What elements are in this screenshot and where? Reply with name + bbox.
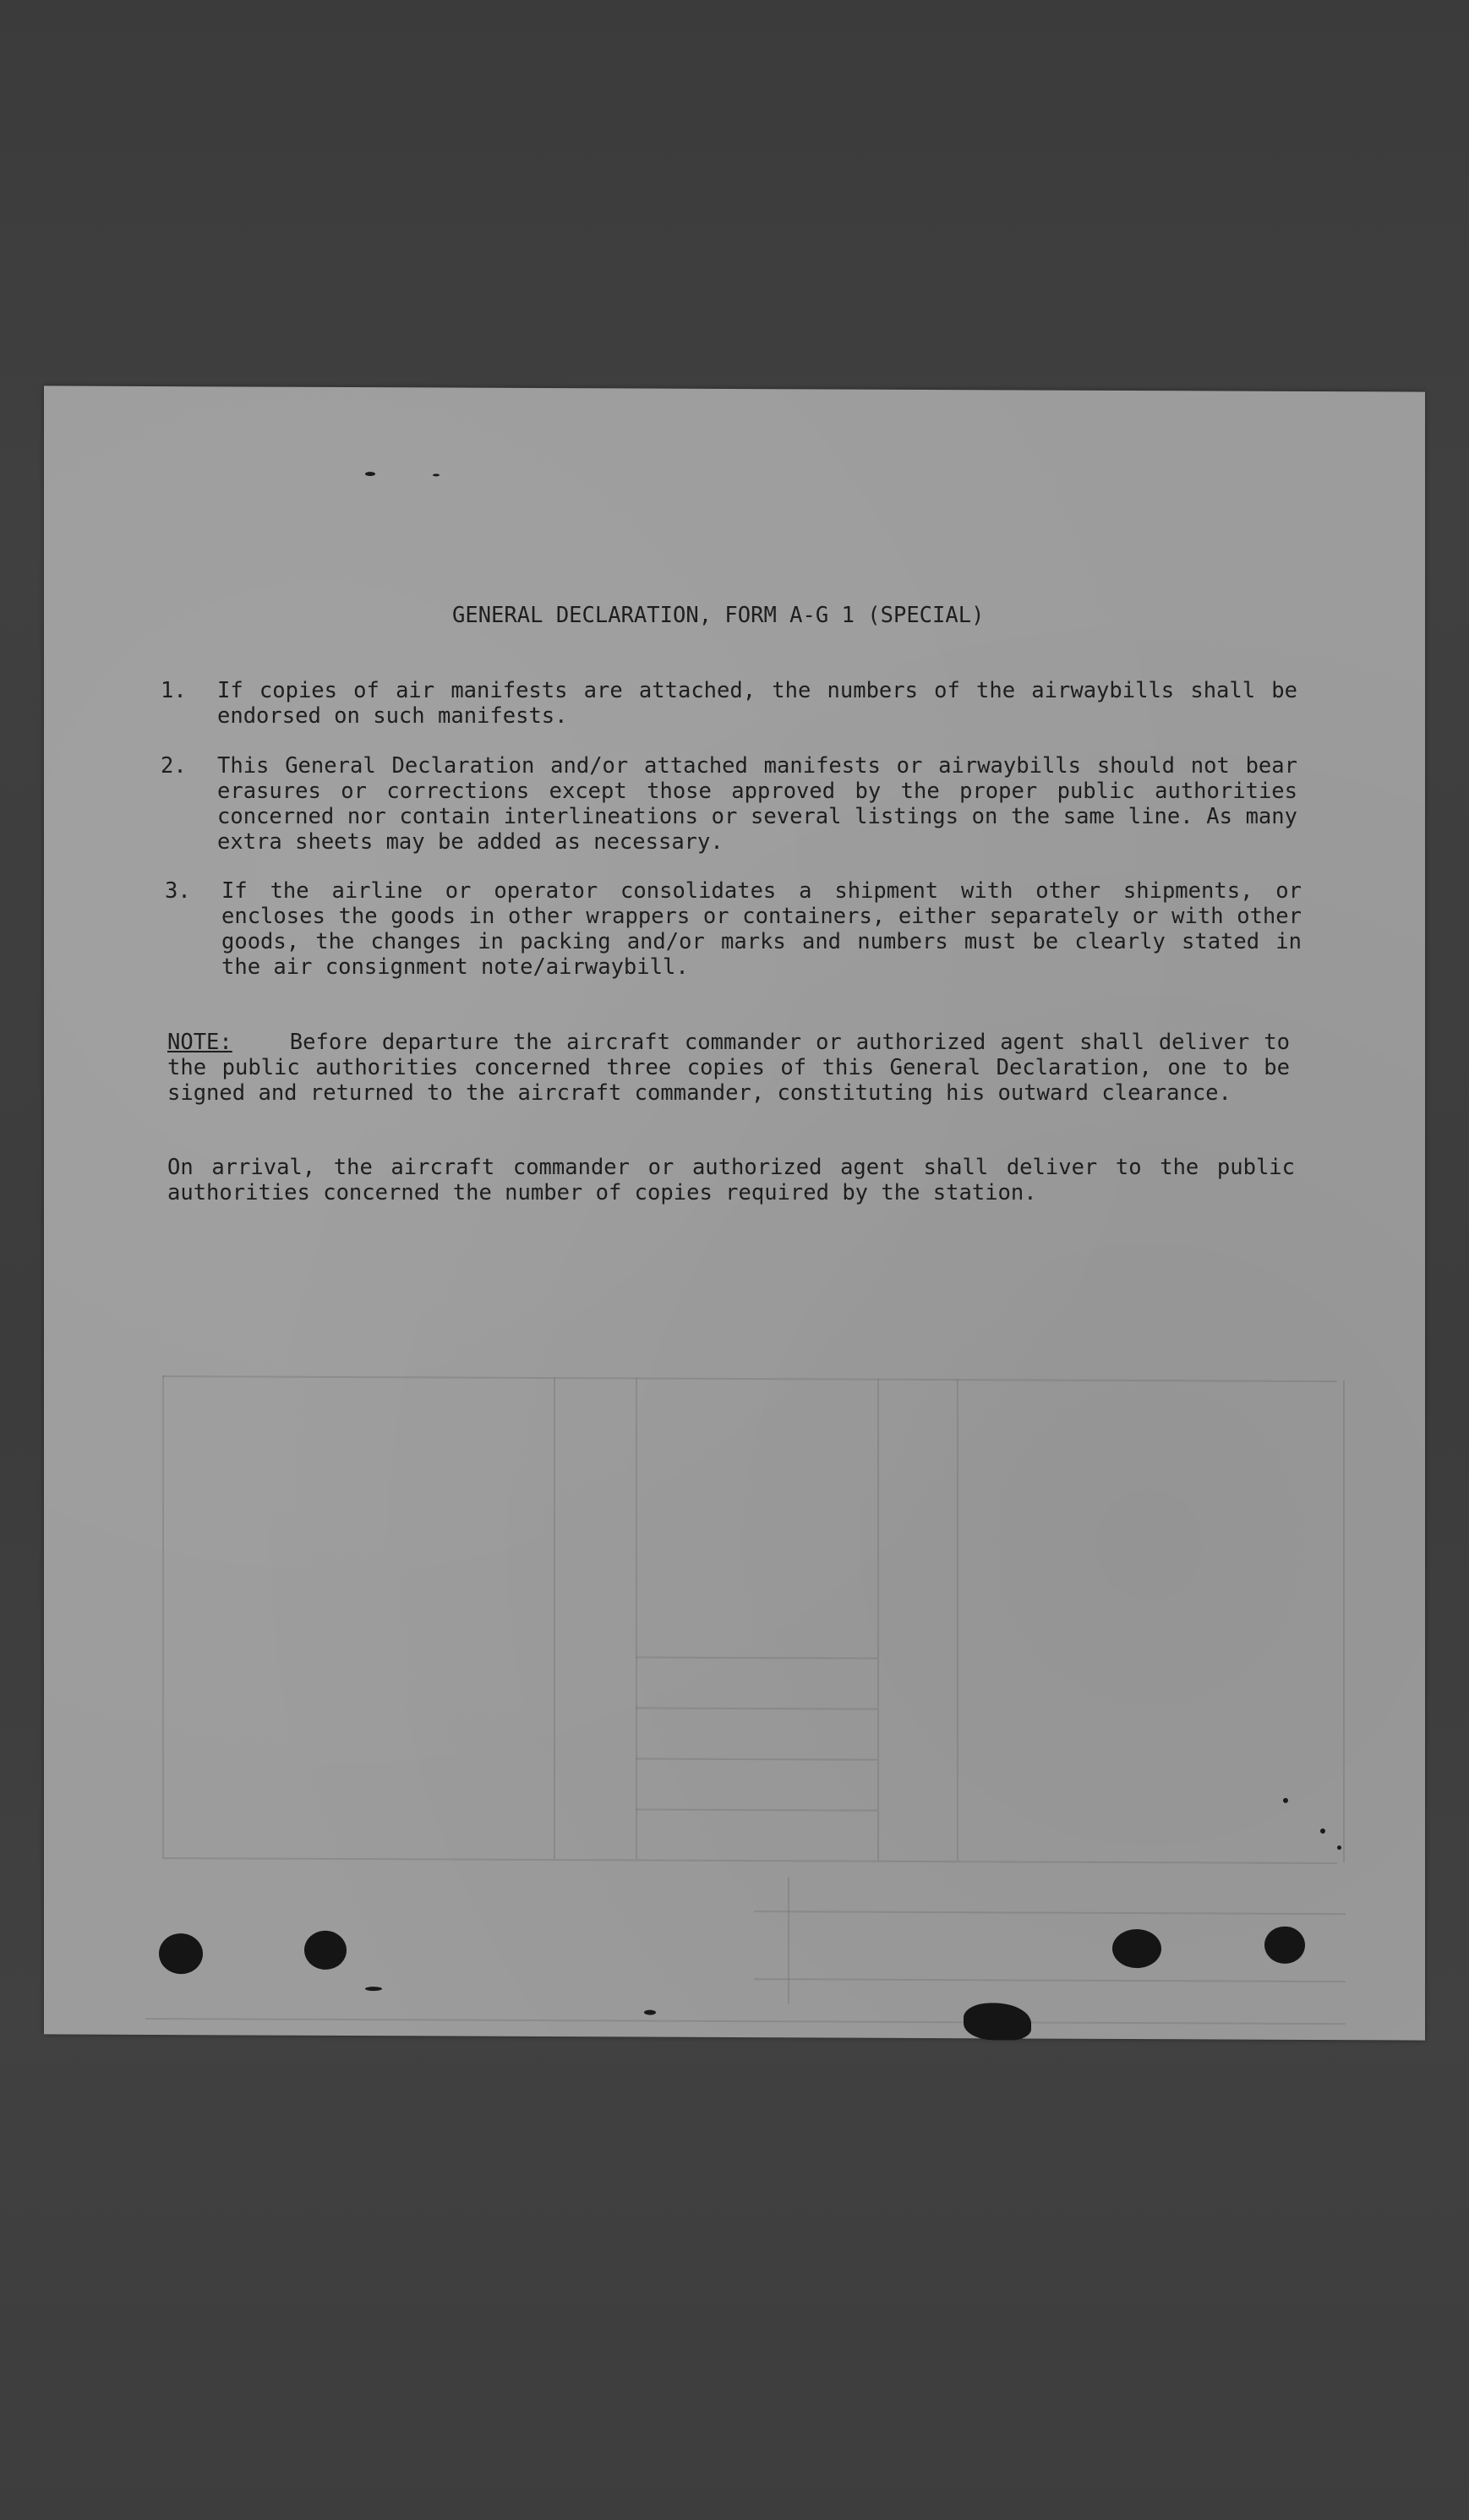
item-text: If copies of air manifests are attached, the numbers of the airwaybills shall be endorsed on such manifests.: [217, 678, 1297, 729]
arrival-text: On arrival, the aircraft commander or authorized agent shall deliver to the public authorities concerned the number of copies required by the station.: [167, 1155, 1295, 1205]
note-body: [167, 1030, 1290, 1106]
show-through-rule: [636, 1757, 877, 1760]
item-text: If the airline or operator consolidates a shipment with other shipments, or encloses the goods in other wrappers or containers, either separately or with other goods, the changes in packing and/or marks and numbers must be clearly stated in the air consignment note/airwaybill.: [221, 878, 1302, 980]
show-through-rule: [162, 1375, 1337, 1382]
show-through-rule: [554, 1377, 555, 1859]
show-through-rule: [1343, 1380, 1345, 1862]
show-through-rule: [754, 1910, 1346, 1915]
scan-speck: [1337, 1845, 1341, 1850]
item-number: 3.: [165, 878, 191, 904]
show-through-rule: [636, 1808, 877, 1811]
item-number: 1.: [161, 678, 187, 703]
show-through-rule: [145, 2018, 1346, 2025]
document-title: GENERAL DECLARATION, FORM A-G 1 (SPECIAL): [452, 603, 985, 628]
punch-hole: [159, 1933, 203, 1974]
show-through-rule: [957, 1379, 958, 1861]
scan-speck: [1283, 1798, 1288, 1803]
note-label: NOTE:: [167, 1030, 232, 1055]
show-through-rule: [162, 1857, 1337, 1864]
punch-hole: [304, 1931, 347, 1970]
show-through-rule: [636, 1656, 877, 1659]
show-through-rule: [636, 1377, 637, 1859]
show-through-heading: [450, 2146, 465, 2195]
scan-speck: [365, 1987, 382, 1991]
show-through-rule: [636, 1707, 877, 1709]
punch-hole: [1112, 1929, 1161, 1968]
scan-speck: [433, 473, 440, 476]
paper-tear: [964, 2003, 1031, 2040]
note-text: Before departure the aircraft commander or authorized agent shall deliver to the public authorities concerned three copies of this General Declaration, one to be signed and returned to the aircraft commander, constituting his outward clearance.: [167, 1030, 1290, 1106]
scan-speck: [1320, 1829, 1325, 1834]
scan-speck: [644, 2010, 656, 2015]
scan-speck: [365, 472, 375, 476]
show-through-rule: [877, 1379, 879, 1861]
show-through-rule: [162, 1375, 164, 1857]
item-text: This General Declaration and/or attached manifests or airwaybills should not bear erasures or corrections except those approved by the proper public authorities concerned nor contain interlineations or several listings on the same line. As many extra sheets may be added as necessary.: [217, 753, 1297, 855]
show-through-rule: [788, 1877, 789, 2003]
show-through-rule: [754, 1978, 1346, 1982]
punch-hole: [1264, 1927, 1305, 1964]
document-sheet: [44, 385, 1425, 2040]
item-number: 2.: [161, 753, 187, 779]
